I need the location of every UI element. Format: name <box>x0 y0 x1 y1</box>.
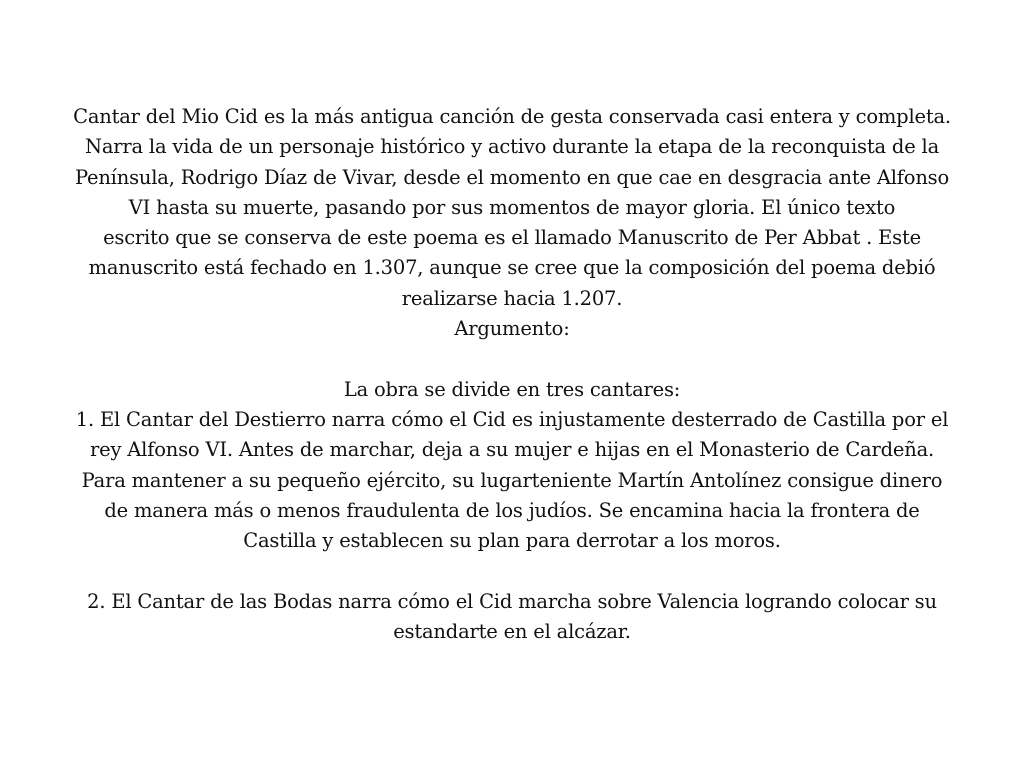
intro-line: Península, Rodrigo Díaz de Vivar, desde el momento en que cae en desgracia ante Alfonso <box>74 165 950 189</box>
cantar-1-line: Castilla y establecen su plan para derrotar a los moros. <box>243 529 781 553</box>
cantar-1-line: Para mantener a su pequeño ejército, su lugarteniente Martín Antolínez consigue dinero <box>81 468 943 492</box>
cantar-2-paragraph <box>40 587 984 648</box>
cantar-1-line: 1. El Cantar del Destierro narra cómo el Cid es injustamente desterrado de Castilla por el <box>75 407 949 431</box>
intro-line: Narra la vida de un personaje histórico y activo durante la etapa de la reconquista de la <box>84 135 940 159</box>
cantar-1-paragraph <box>40 405 984 556</box>
cantar-1-line: rey Alfonso VI. Antes de marchar, deja a su mujer e hijas en el Monasterio de Cardeña. <box>90 438 934 462</box>
intro-paragraph <box>40 102 984 314</box>
slide-text-body <box>40 102 984 647</box>
intro-line: VI hasta su muerte, pasando por sus momentos de mayor gloria. El único texto <box>128 195 896 219</box>
intro-line: escrito que se conserva de este poema es el llamado Manuscrito de Per Abbat . Este <box>103 226 921 250</box>
intro-line: manuscrito está fechado en 1.307, aunque se cree que la composición del poema debió <box>88 256 936 280</box>
division-intro: La obra se divide en tres cantares: <box>343 377 681 401</box>
cantar-2-line: 2. El Cantar de las Bodas narra cómo el Cid marcha sobre Valencia logrando colocar su <box>87 589 937 613</box>
cantar-2-line: estandarte en el alcázar. <box>393 620 631 644</box>
cantar-1-line: de manera más o menos fraudulenta de los judíos. Se encamina hacia la frontera de <box>104 498 920 522</box>
intro-line: realizarse hacia 1.207. <box>401 286 623 310</box>
intro-line: Cantar del Mio Cid es la más antigua canción de gesta conservada casi entera y completa. <box>73 105 951 128</box>
argument-heading: Argumento: <box>454 317 570 341</box>
blank-line <box>40 556 984 586</box>
blank-line <box>40 344 984 374</box>
